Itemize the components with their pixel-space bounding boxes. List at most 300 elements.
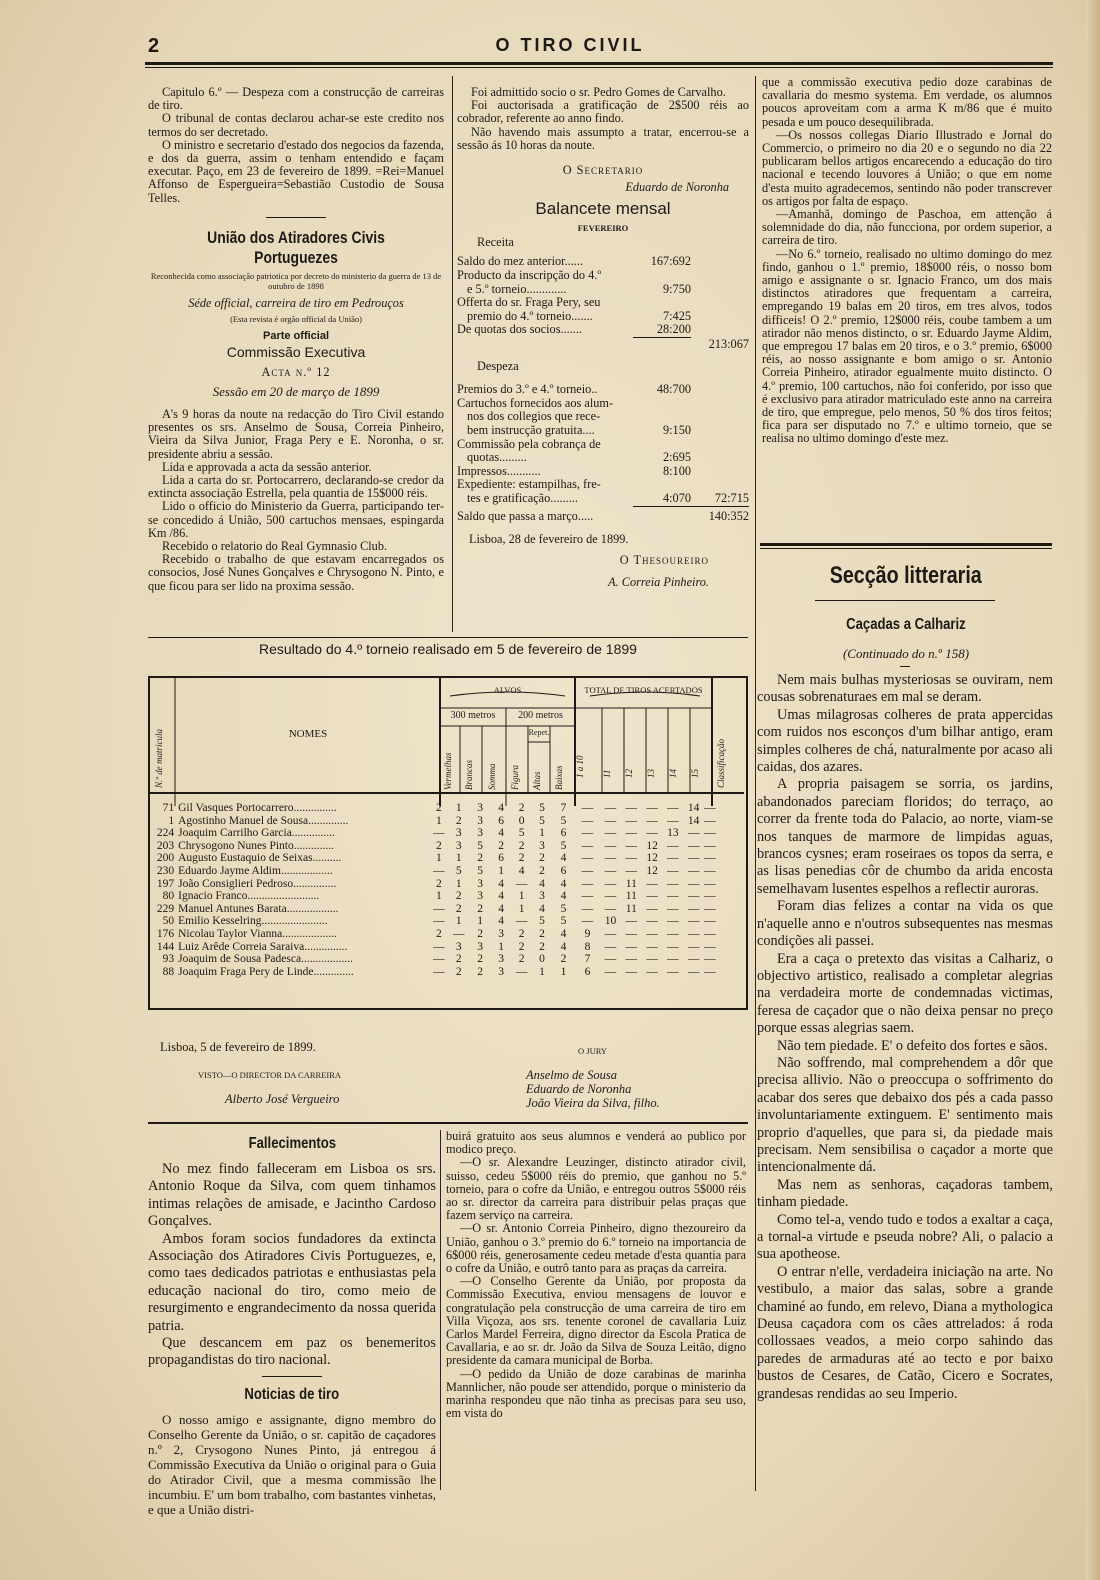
shot-total-cell: — bbox=[581, 864, 594, 877]
matricula-cell: 200 bbox=[156, 852, 175, 865]
header-rule bbox=[145, 62, 1053, 68]
shot-total-cell: — bbox=[667, 877, 679, 890]
balance-date: Lisboa, 28 de fevereiro de 1899. bbox=[469, 532, 629, 547]
divider bbox=[815, 600, 995, 601]
ledger-row: Expediente: estampilhas, fre- bbox=[457, 477, 601, 492]
shot-total-cell: — bbox=[646, 927, 658, 940]
sum-200-cell: 5 bbox=[560, 915, 567, 928]
shot-total-cell: — bbox=[667, 965, 679, 978]
low-cell: 5 bbox=[539, 814, 545, 827]
white-cell: 2 bbox=[455, 814, 462, 827]
shot-total-cell: — bbox=[667, 902, 679, 915]
jury-label: O JURY bbox=[578, 1046, 608, 1056]
balance-ledger bbox=[457, 236, 749, 523]
shot-total-cell: — bbox=[646, 965, 658, 978]
paragraph: Recebido o relatorio do Real Gymnasio Club. bbox=[162, 539, 388, 554]
shot-total-cell: — bbox=[581, 877, 594, 890]
sum-200-cell: 2 bbox=[560, 953, 567, 966]
sum-200-cell: 4 bbox=[560, 927, 567, 940]
paragraph: que a commissão executiva pedio doze carabinas de cavallaria do mesmo systema. Em verdade, os alumnos poucos aproveitam com a arma K m/86 que é muito pesada e um pouco desequilibrada. bbox=[762, 75, 1052, 129]
classification-cell: — bbox=[704, 877, 716, 890]
table-row bbox=[150, 865, 744, 878]
red-cell: 1 bbox=[435, 852, 442, 865]
sum-200-cell: 6 bbox=[560, 827, 567, 840]
header-matricula: N.º de matricula bbox=[154, 728, 164, 788]
low-cell: 2 bbox=[539, 940, 545, 953]
divider bbox=[262, 1376, 322, 1377]
director-name: Alberto José Vergueiro bbox=[225, 1092, 340, 1106]
sum-300-cell: 5 bbox=[477, 864, 483, 877]
high-cell: 2 bbox=[518, 927, 525, 940]
column-divider bbox=[452, 76, 453, 632]
white-cell: 3 bbox=[455, 827, 462, 840]
figure-cell: 3 bbox=[498, 953, 504, 966]
classification-cell: — bbox=[704, 890, 716, 903]
shot-total-cell: — bbox=[604, 814, 617, 827]
despeza-heading: Despeza bbox=[477, 358, 519, 373]
sum-200-cell: 6 bbox=[560, 864, 567, 877]
paragraph: Ambos foram socios fundadores da extincta Associação dos Atiradores Civis Portuguezes, e, como taes dedicados patriotas e enthusiastas pela educação nacional do tiro, como meio de resurgimento e engrandecimento da nossa querida patria. bbox=[148, 1230, 436, 1334]
shot-total-cell: — bbox=[604, 827, 617, 840]
union-note: (Esta revista é orgão official da União) bbox=[230, 314, 362, 325]
high-cell: 5 bbox=[518, 827, 525, 840]
shot-total-cell: — bbox=[667, 864, 679, 877]
name-cell: Joaquim Carrilho Garcia............... bbox=[178, 827, 335, 840]
story-continued: (Continuado do n.º 158) bbox=[842, 646, 970, 661]
paragraph: Recebido o trabalho de que estavam encarregados os consocios, José Nunes Gonçalves e Chrysogono N. Pinto, e que ficou para ser lido na proxima sessão. bbox=[148, 552, 444, 593]
paragraph: —Os nossos collegas Diario Illustrado e Jornal do Commercio, o primeiro no dia 20 e o segundo no dia 22 publicaram bellos artigos encarecendo a educação do tiro nacional e tecendo louvores á União; o que em nome d'esta muito agradecemos, sentindo não poder transcrever os artigos por falta de espaço. bbox=[762, 127, 1052, 208]
shot-total-cell: — bbox=[667, 852, 679, 865]
jury-member: Anselmo de Sousa bbox=[526, 1068, 617, 1082]
classification-cell: — bbox=[704, 940, 716, 953]
ledger-row: Saldo que passa a março..... 140:352 bbox=[457, 508, 749, 523]
red-cell: — bbox=[433, 915, 445, 928]
figure-cell: 4 bbox=[498, 902, 504, 915]
paragraph: Lida a carta do sr. Portocarrero, declarando-se credor da extincta associação Estrella, pela quantia de 15$000 réis. bbox=[148, 473, 444, 501]
paragraph: Como tel-a, vendo tudo e todos a exaltar a caça, a tornal-a virtude e pseuda nobre? Ali, o palacio a sua apotheose. bbox=[757, 1211, 1053, 1263]
shot-total-cell: — bbox=[646, 940, 658, 953]
shot-total-cell: — bbox=[625, 839, 638, 852]
results-title: Resultado do 4.º torneio realisado em 5 de fevereiro de 1899 bbox=[259, 641, 637, 657]
paragraph: Capitulo 6.º — Despeza com a construcção de carreiras de tiro. bbox=[148, 85, 444, 113]
shot-col-header: 11 bbox=[602, 769, 612, 778]
white-cell: 1 bbox=[455, 877, 462, 890]
sum-300-cell: 2 bbox=[477, 927, 483, 940]
shot-total-cell: — bbox=[604, 940, 617, 953]
ledger-row: Premios do 3.º e 4.º torneio.. 48:700 bbox=[457, 382, 691, 397]
classification-cell: — bbox=[704, 927, 716, 940]
shot-total-cell: — bbox=[604, 965, 617, 978]
shot-total-cell: — bbox=[581, 802, 594, 814]
column-divider bbox=[440, 1130, 441, 1490]
shot-total-cell: — bbox=[667, 814, 679, 827]
shot-total-cell: — bbox=[625, 814, 638, 827]
ledger-row: De quotas dos socios....... 28:200 bbox=[457, 322, 691, 337]
ledger-row: premio do 4.º torneio....... 7:425 bbox=[467, 308, 691, 323]
acta-number: Acta n.º 12 bbox=[261, 364, 331, 379]
red-cell: — bbox=[433, 902, 445, 915]
sum-200-cell: 1 bbox=[560, 965, 567, 978]
shot-total-cell: — bbox=[646, 814, 658, 827]
news-continued bbox=[446, 1130, 746, 1420]
paragraph: Foi admittido socio o sr. Pedro Gomes de Carvalho. bbox=[471, 85, 726, 99]
matricula-cell: 176 bbox=[156, 927, 175, 940]
shot-total-cell: — bbox=[581, 814, 594, 827]
literary-text bbox=[757, 672, 1053, 1403]
high-cell: 2 bbox=[518, 852, 525, 865]
shot-total-cell: — bbox=[667, 802, 679, 814]
jury-member: João Vieira da Silva, filho. bbox=[526, 1096, 660, 1110]
high-cell: 2 bbox=[518, 940, 525, 953]
low-cell: 2 bbox=[539, 852, 545, 865]
name-cell: Luiz Arêde Correia Saraiva............... bbox=[178, 940, 348, 953]
results-date: Lisboa, 5 de fevereiro de 1899. bbox=[160, 1040, 316, 1054]
obituary-title: Fallecimentos bbox=[248, 1135, 336, 1152]
shot-col-header: 13 bbox=[646, 769, 656, 778]
shot-total-cell: 12 bbox=[646, 852, 658, 865]
paragraph: Lido o officio do Ministerio da Guerra, participando ter-se concedido á União, 500 cartuchos mensaes, espingarda Km /86. bbox=[148, 499, 444, 540]
union-subtitle: Reconhecida como associação patriotica por decreto do ministerio da guerra de 13 de outubro de 1898 bbox=[150, 270, 442, 291]
shot-total-cell: — bbox=[604, 802, 617, 814]
sum-300-cell: 2 bbox=[477, 953, 483, 966]
shot-total-cell: — bbox=[687, 852, 700, 865]
balance-title: Balancete mensal bbox=[535, 199, 671, 219]
paragraph: —No 6.º torneio, realisado no ultimo domingo do mez findo, ganhou o 1.º premio, 18$000 réis, o nosso bom amigo e assignante o sr. Ignacio Franco, um dos mais distinctos atiradores que frequentam a carreira, empregando 19 balas em 20 tiros, em tres alvos, todos difficeis! O 2.º premio, 12$000 réis, coube tambem a um atirador não menos distincto, o sr. Eduardo Jayme Aldim, que empregou 17 balas em 20 tiros, e o 3.º premio, 6$000 réis, ao nosso assignante e bom amigo o sr. Antonio Correia Pinheiro, atirador egualmente muito distincto. O 4.º premio, 100 cartuchos, não foi conferido, por isso que é exclusivo para atirador matriculado este anno na carreira de tiro, que empregue, pelo menos, 50 % dos tiros feitos; fica para ser disputado no 7.º e ultimo torneio, que se realisa no ultimo domingo d'este mez. bbox=[762, 246, 1052, 446]
shot-total-cell: — bbox=[687, 927, 700, 940]
high-cell: 2 bbox=[518, 802, 525, 814]
white-cell: 2 bbox=[455, 953, 462, 966]
white-cell: 1 bbox=[455, 915, 462, 928]
high-cell: — bbox=[515, 915, 528, 928]
matricula-cell: 50 bbox=[162, 915, 175, 928]
table-row bbox=[150, 815, 744, 828]
shot-total-cell: 12 bbox=[646, 839, 658, 852]
paragraph: Umas milagrosas colheres de prata appercidas com ruidos nos esconços d'um bilhar antigo, eram simples colheres de chá, naturalmente por acaso ali caidas, dos azares. bbox=[757, 706, 1053, 776]
paragraph: —Amanhã, domingo de Paschoa, em attenção á solemnidade do dia, não funcciona, por ordem superior, a carreira de tiro. bbox=[762, 207, 1052, 248]
name-cell: Chrysogono Nunes Pinto.............. bbox=[178, 839, 335, 852]
header-high: Altas bbox=[532, 771, 542, 790]
white-cell: 2 bbox=[455, 902, 462, 915]
name-cell: Agostinho Manuel de Sousa.............. bbox=[178, 814, 349, 827]
sum-300-cell: 3 bbox=[477, 802, 483, 814]
shot-total-cell: — bbox=[604, 864, 617, 877]
name-cell: Eduardo Jayme Aldim.................. bbox=[178, 864, 333, 877]
header-sum: Somma bbox=[487, 763, 497, 790]
column-2 bbox=[457, 86, 749, 589]
figure-cell: 3 bbox=[498, 965, 504, 978]
paragraph: —O pedido da União de doze carabinas de marinha Mannlicher, não poude ser attendido, porque o ministerio da marinha respondeu que não tinha as precisas para seu uso, em vista do bbox=[446, 1366, 746, 1421]
shot-total-cell: — bbox=[625, 864, 638, 877]
paragraph: A propria paisagem se sorria, os jardins, abandonados pareciam floridos; do terraço, ao correr da frente toda do Palacio, ao norte, viam-se nos tanques de marmore de limpidas aguas, brancos cysnes; eram roseiraes os topos da serra, e as lisas penedias côr de chumbo da arida encosta semelhavam lusentes espelhos a reflectir auroras. bbox=[757, 776, 1053, 897]
shot-total-cell: — bbox=[581, 915, 594, 928]
sum-300-cell: 3 bbox=[477, 890, 483, 903]
paragraph: Que descancem em paz os benemeritos propagandistas do tiro nacional. bbox=[148, 1335, 436, 1369]
table-row bbox=[150, 890, 744, 903]
ledger-row: Producto da inscripção do 4.º bbox=[457, 268, 602, 283]
shot-total-cell: — bbox=[604, 902, 617, 915]
shot-total-cell: 13 bbox=[667, 827, 679, 840]
matricula-cell: 1 bbox=[168, 814, 175, 827]
high-cell: — bbox=[515, 965, 528, 978]
white-cell: 2 bbox=[455, 965, 462, 978]
shot-total-cell: — bbox=[687, 940, 700, 953]
paragraph: Não tem piedade. E' o defeito dos fortes e sãos. bbox=[777, 1037, 1048, 1054]
paragraph: —O sr. Alexandre Leuzinger, distincto atirador civil, suisso, cedeu 5$000 réis do premio, que ganhou no 5.º torneio, para o cofre da União, e entregou outros 5$000 réis ao sr. director da carreira para distribuir pelas praças que fazem serviço na carreira. bbox=[446, 1155, 746, 1223]
high-cell: 2 bbox=[518, 839, 525, 852]
shot-total-cell: — bbox=[625, 927, 638, 940]
paragraph: O tribunal de contas declarou achar-se este credito nos termos do ser decretado. bbox=[148, 111, 444, 139]
sum-200-cell: 4 bbox=[560, 877, 567, 890]
part-official: Parte official bbox=[262, 330, 330, 343]
name-cell: Augusto Eustaquio de Seixas.......... bbox=[178, 852, 342, 865]
jury-names bbox=[526, 1068, 660, 1110]
red-cell: — bbox=[433, 827, 445, 840]
shot-total-cell: — bbox=[646, 802, 658, 814]
red-cell: 1 bbox=[435, 814, 442, 827]
paragraph: —O sr. Antonio Correia Pinheiro, digno thezoureiro da União, ganhou o 3.º premio do 6.º torneio na importancia de 6$000 réis, generosamente cedeu metade d'esta quantia para o cofre da União, e outrô tanto para as praças da carreira. bbox=[446, 1221, 746, 1276]
name-cell: Joaquim de Sousa Padesca.................. bbox=[178, 953, 353, 966]
divider bbox=[148, 1122, 748, 1124]
matricula-cell: 88 bbox=[162, 965, 175, 978]
shot-total-cell: — bbox=[581, 852, 594, 865]
shot-total-cell: — bbox=[667, 940, 679, 953]
sum-200-cell: 7 bbox=[560, 802, 567, 814]
shot-total-cell: 14 bbox=[687, 814, 700, 827]
classification-cell: — bbox=[704, 915, 716, 928]
divider bbox=[266, 217, 326, 218]
paragraph: Não soffrendo, mal comprehendem a dôr que precisa allivio. Não o preoccupa o soffrimento do acabar dos seres que debaixo dos pés a cada passo involuntariamente extinguem. E' sentimento mais proprio d'aquelles, que para si, da piedade mais precisam. Nem sensibilisa o caçador a morte que intencionalmente dá. bbox=[757, 1054, 1053, 1176]
header-total: TOTAL DE TIROS ACERTADOS bbox=[584, 685, 703, 695]
sum-300-cell: 2 bbox=[477, 852, 483, 865]
table-row bbox=[150, 928, 744, 941]
table-row bbox=[150, 953, 744, 966]
results-rows bbox=[150, 802, 744, 978]
figure-cell: 6 bbox=[498, 814, 504, 827]
high-cell: 2 bbox=[518, 953, 525, 966]
white-cell: 1 bbox=[455, 852, 462, 865]
shot-total-cell: — bbox=[667, 915, 679, 928]
page-edge bbox=[1086, 0, 1100, 1580]
divider bbox=[900, 666, 910, 667]
header-low: Baixas bbox=[554, 765, 564, 790]
low-cell: 5 bbox=[539, 915, 545, 928]
shot-col-header: 1 a 10 bbox=[575, 755, 585, 778]
paragraph: Foram dias felizes a contar na vida os que n'aquelle anno e n'outros subsequentes nas mesmas condições ali passei. bbox=[757, 898, 1053, 950]
ledger-row: nos dos collegios que rece- bbox=[467, 409, 601, 424]
low-cell: 4 bbox=[539, 877, 545, 890]
matricula-cell: 80 bbox=[162, 890, 175, 903]
table-row bbox=[150, 827, 744, 840]
classification-cell: — bbox=[704, 965, 716, 978]
paragraph: Nem mais bulhas mysteriosas se ouviram, nem cousas sobrenaturaes em mal se deram. bbox=[757, 672, 1053, 706]
high-cell: 1 bbox=[518, 890, 525, 903]
high-cell: 1 bbox=[518, 902, 525, 915]
shot-total-cell: — bbox=[604, 839, 617, 852]
high-cell: — bbox=[515, 877, 528, 890]
shot-total-cell: — bbox=[581, 890, 594, 903]
figure-cell: 4 bbox=[498, 877, 504, 890]
sum-300-cell: 3 bbox=[477, 814, 483, 827]
figure-cell: 4 bbox=[498, 827, 504, 840]
shot-total-cell: — bbox=[687, 953, 700, 966]
shot-total-cell: — bbox=[604, 953, 617, 966]
name-cell: Ignacio Franco......................... bbox=[178, 890, 320, 903]
jury-member: Eduardo de Noronha bbox=[526, 1082, 632, 1096]
shot-total-cell: — bbox=[581, 839, 594, 852]
name-cell: Nicolau Taylor Vianna................... bbox=[178, 927, 337, 940]
sum-300-cell: 2 bbox=[477, 965, 483, 978]
shot-total-cell: — bbox=[646, 890, 658, 903]
classification-cell: — bbox=[704, 864, 716, 877]
treasurer-title: O Thesoureiro bbox=[619, 553, 709, 568]
sum-200-cell: 5 bbox=[560, 902, 567, 915]
visto-label: VISTO—O DIRECTOR DA CARREIRA bbox=[198, 1070, 342, 1080]
shot-total-cell: — bbox=[687, 839, 700, 852]
classification-cell: — bbox=[704, 839, 716, 852]
classification-cell: — bbox=[704, 902, 716, 915]
matricula-cell: 229 bbox=[156, 902, 175, 915]
shot-total-cell: — bbox=[667, 839, 679, 852]
ledger-row: Saldo do mez anterior...... 167:692 bbox=[457, 254, 691, 269]
table-row bbox=[150, 941, 744, 954]
header-200m: 200 metros bbox=[518, 710, 563, 721]
name-cell: Gil Vasques Portocarrero............... bbox=[178, 802, 337, 814]
paragraph: O entrar n'elle, verdadeira iniciação na arte. No vestibulo, a maior das salas, sobre a grande chaminé ao fundo, em relevo, Diana a mythologica Deusa caçadora com os cães attrelados: á roda collossaes veados, a meio corpo sahindo das paredes de armaduras até ao tecto e por baixo bustos de Cesares, de Catão, Cicero e Socrates, grandesas rendidas ao seu Imperio. bbox=[757, 1263, 1053, 1402]
figure-cell: 1 bbox=[498, 864, 504, 877]
header-names: NOMES bbox=[288, 728, 328, 740]
divider bbox=[148, 637, 748, 638]
sum-200-cell: 4 bbox=[560, 890, 567, 903]
red-cell: — bbox=[433, 965, 445, 978]
matricula-cell: 197 bbox=[156, 877, 175, 890]
shot-total-cell: — bbox=[667, 927, 679, 940]
shot-total-cell: 6 bbox=[584, 965, 591, 978]
shot-total-cell: — bbox=[687, 890, 700, 903]
high-cell: 4 bbox=[518, 864, 525, 877]
shot-total-cell: 14 bbox=[687, 802, 700, 814]
classification-cell: — bbox=[704, 802, 716, 814]
shot-total-cell: 7 bbox=[584, 953, 591, 966]
figure-cell: 3 bbox=[498, 927, 504, 940]
classification-cell: — bbox=[704, 814, 716, 827]
shot-total-cell: 11 bbox=[625, 877, 637, 890]
ledger-row: bem instrucção gratuita.... 9:150 bbox=[467, 422, 691, 437]
figure-cell: 4 bbox=[498, 802, 504, 814]
figure-cell: 2 bbox=[498, 839, 504, 852]
classification-cell: — bbox=[704, 852, 716, 865]
low-cell: 3 bbox=[539, 890, 545, 903]
ledger-row: tes e gratificação......... 4:070 72:715 bbox=[467, 490, 749, 505]
shot-total-cell: — bbox=[687, 902, 700, 915]
shot-total-cell: 11 bbox=[625, 902, 637, 915]
column-divider bbox=[755, 76, 756, 1491]
classification-cell: — bbox=[704, 953, 716, 966]
results-table bbox=[148, 676, 748, 1010]
section-rule bbox=[760, 543, 1052, 549]
shot-total-cell: — bbox=[646, 915, 658, 928]
header-white: Brancas bbox=[464, 760, 474, 790]
shot-total-cell: — bbox=[687, 827, 700, 840]
paragraph: Foi auctorisada a gratificação de 2$500 réis ao cobrador, referente ao anno findo. bbox=[457, 98, 749, 126]
shot-total-cell: — bbox=[604, 927, 617, 940]
shot-total-cell: — bbox=[646, 953, 658, 966]
shot-total-cell: — bbox=[625, 953, 638, 966]
shot-total-cell: — bbox=[667, 953, 679, 966]
white-cell: 5 bbox=[455, 864, 462, 877]
white-cell: 3 bbox=[455, 940, 462, 953]
secretary-title: O Secretario bbox=[562, 163, 644, 178]
matricula-cell: 71 bbox=[162, 802, 175, 814]
sum-300-cell: 3 bbox=[477, 877, 483, 890]
name-cell: João Consiglieri Pedroso............... bbox=[178, 877, 337, 890]
column-1 bbox=[148, 86, 444, 593]
table-row bbox=[150, 966, 744, 979]
figure-cell: 4 bbox=[498, 890, 504, 903]
red-cell: 1 bbox=[435, 890, 442, 903]
shot-total-cell: 9 bbox=[584, 927, 591, 940]
shot-total-cell: — bbox=[604, 852, 617, 865]
paragraph: No mez findo falleceram em Lisboa os srs. Antonio Roque da Silva, com quem tinhamos intimas relações de amisade, e Jacintho Cardoso Gonçalves. bbox=[148, 1161, 436, 1230]
results-body bbox=[150, 802, 744, 978]
union-seat: Séde official, carreira de tiro em Pedrouços bbox=[188, 295, 404, 310]
sum-300-cell: 2 bbox=[477, 902, 483, 915]
low-cell: 1 bbox=[539, 827, 545, 840]
story-title: Caçadas a Calhariz bbox=[846, 616, 966, 633]
shot-total-cell: 12 bbox=[646, 864, 658, 877]
paragraph: O ministro e secretario d'estado dos negocios da fazenda, e dos da guerra, assim o tenham entendido e façam executar. Paço, em 23 de fevereiro de 1899. =Rei=Manuel Affonso de Espergueira=Sebastião Custodio de Sousa Telles. bbox=[148, 137, 444, 205]
shot-col-header: 12 bbox=[624, 769, 634, 778]
shot-total-cell: — bbox=[687, 877, 700, 890]
sum-300-cell: 5 bbox=[477, 839, 483, 852]
shot-col-header: 14 bbox=[668, 769, 678, 778]
shot-total-cell: — bbox=[625, 802, 638, 814]
shot-total-cell: — bbox=[687, 915, 700, 928]
session-date: Sessão em 20 de março de 1899 bbox=[212, 383, 380, 399]
paragraph: Lida e approvada a acta da sessão anterior. bbox=[162, 459, 372, 474]
white-cell: 3 bbox=[455, 839, 462, 852]
high-cell: 0 bbox=[518, 814, 525, 827]
paragraph: O nosso amigo e assignante, digno membro do Conselho Gerente da União, o sr. capitão de caçadores n.º 2, Crysogono Nunes Pinto, já entregou á Commissão Executiva da União o original para o Guia do Atirador Civil, que a mesma commissão lhe incumbiu. E' um bom trabalho, com bastantes vinhetas, e que a União distri- bbox=[148, 1411, 436, 1517]
sum-200-cell: 5 bbox=[560, 839, 567, 852]
red-cell: — bbox=[433, 940, 445, 953]
header-300m: 300 metros bbox=[450, 710, 496, 721]
shot-total-cell: — bbox=[667, 890, 679, 903]
shot-total-cell: — bbox=[687, 965, 700, 978]
ledger-row: e 5.º torneio............. 9:750 bbox=[467, 281, 691, 296]
red-cell: 2 bbox=[435, 839, 442, 852]
red-cell: — bbox=[433, 953, 445, 966]
shot-total-cell: 8 bbox=[584, 940, 591, 953]
name-cell: Emilio Kesselring....................... bbox=[178, 915, 328, 928]
paragraph: —O Conselho Gerente da União, por proposta da Commissão Executiva, enviou mensagens de louvor e congratulação pela construcção de uma carreira de tiro em Villa Viçoza, aos srs. tenente coronel de cavallaria Luiz Carlos Mardel Ferreira, digno director da Escola Pratica de Cavallaria, e ao sr. dr. João da Silva de Souza Leitão, digno presidente da camara municipal de Borba. bbox=[446, 1274, 746, 1368]
masthead-title: O TIRO CIVIL bbox=[495, 35, 645, 55]
low-cell: 4 bbox=[539, 902, 545, 915]
shot-total-cell: — bbox=[625, 915, 638, 928]
sum-300-cell: 3 bbox=[477, 827, 483, 840]
shot-total-cell: — bbox=[646, 902, 658, 915]
classification-cell: — bbox=[704, 827, 716, 840]
header-targets: ALVOS bbox=[493, 685, 522, 695]
treasurer-name: A. Correia Pinheiro. bbox=[608, 574, 709, 589]
news-title: Noticias de tiro bbox=[244, 1385, 340, 1403]
sum-200-cell: 4 bbox=[560, 852, 567, 865]
shot-total-cell: — bbox=[646, 827, 658, 840]
table-row bbox=[150, 852, 744, 865]
red-cell: — bbox=[433, 864, 445, 877]
shot-total-cell: — bbox=[581, 902, 594, 915]
sum-200-cell: 4 bbox=[560, 940, 567, 953]
header-red: Vermelhas bbox=[443, 752, 453, 790]
